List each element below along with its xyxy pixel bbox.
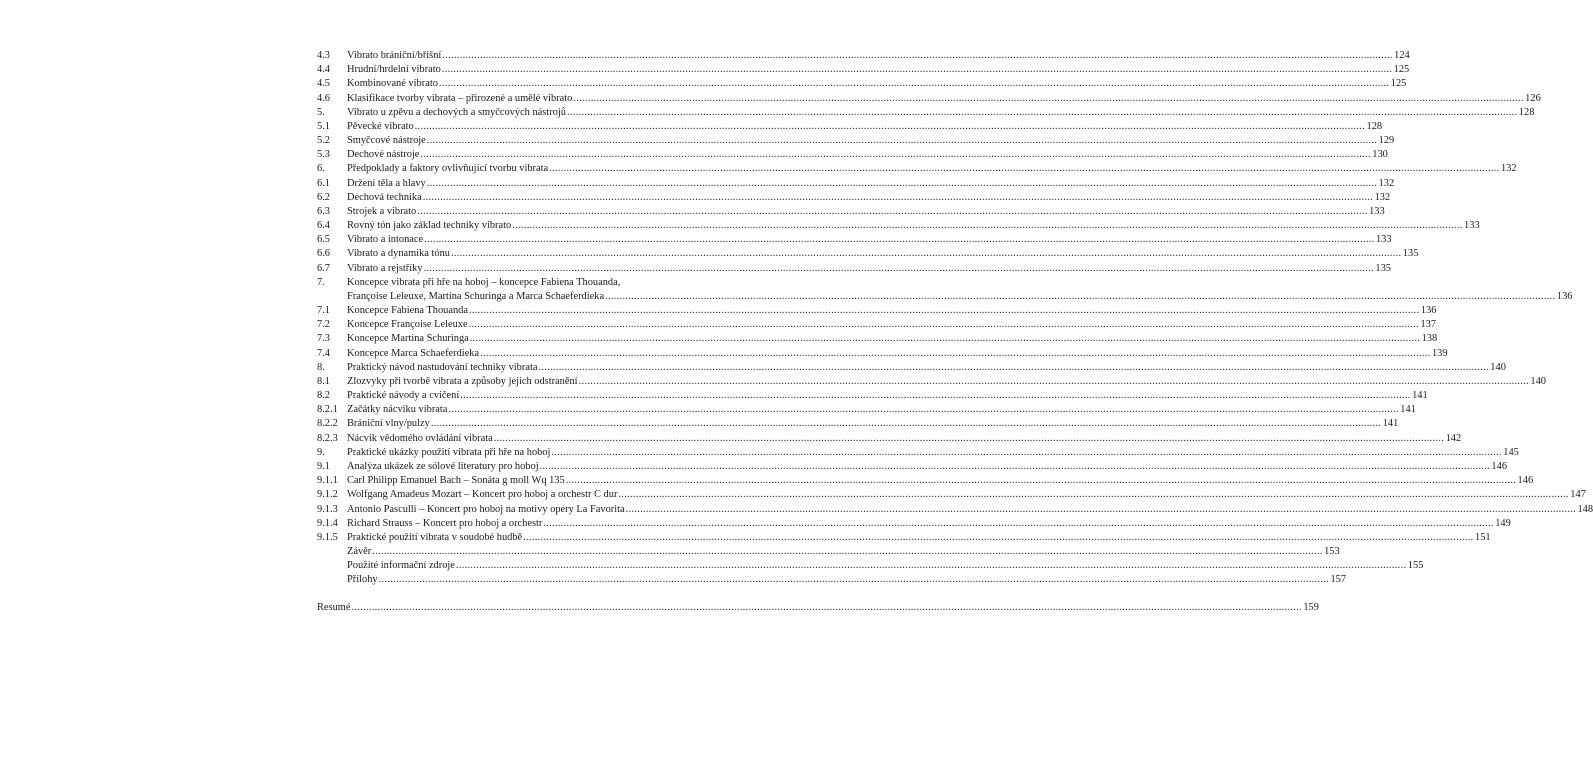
toc-leader-dots xyxy=(431,417,1381,431)
toc-entry xyxy=(317,417,1399,431)
toc-page-number: 155 xyxy=(1407,560,1424,572)
toc-title: Strojek a vibrato xyxy=(347,205,417,217)
toc-title: Françoise Leleuxe, Martina Schuringa a Marca Schaeferdieka xyxy=(347,290,605,302)
toc-leader-dots xyxy=(351,601,1301,615)
toc-page-number: 146 xyxy=(1517,475,1534,487)
toc-page-number: 142 xyxy=(1445,432,1462,444)
toc-number: 6.3 xyxy=(317,205,330,217)
toc-entry xyxy=(317,517,1511,531)
toc-page-number: 128 xyxy=(1518,106,1535,118)
toc-leader-dots xyxy=(551,446,1501,460)
toc-number: 9. xyxy=(317,446,325,458)
toc-leader-dots xyxy=(372,545,1322,559)
toc-title: Praktické použití vibrata v soudobé hudbě xyxy=(347,531,523,543)
toc-page-number: 159 xyxy=(1303,601,1319,613)
toc-title: Brániční vlny/pulzy xyxy=(347,418,430,430)
toc-leader-dots xyxy=(573,92,1523,106)
toc-entry xyxy=(317,205,1385,219)
toc-title: Koncepce Françoise Leleuxe xyxy=(347,319,468,331)
toc-entry xyxy=(317,403,1416,417)
toc-entry-resume xyxy=(317,601,1319,615)
toc-title: Praktické návody a cvičení xyxy=(347,390,460,402)
toc-title: Analýza ukázek ze sólové literatury pro hoboj xyxy=(347,460,539,472)
toc-page-number: 133 xyxy=(1375,234,1392,246)
toc-number: 4.4 xyxy=(317,64,330,76)
toc-leader-dots xyxy=(469,304,1419,318)
toc-entry xyxy=(317,318,1437,332)
toc-leader-dots xyxy=(417,205,1367,219)
toc-number: 9.1 xyxy=(317,460,330,472)
toc-entry xyxy=(317,503,1593,517)
toc-entry xyxy=(317,162,1517,176)
toc-leader-dots xyxy=(540,460,1490,474)
toc-entry xyxy=(317,262,1391,276)
toc-page-number: 128 xyxy=(1366,120,1383,132)
toc-title: Vibrato u zpěvu a dechových a smyčcových nástrojů xyxy=(347,106,566,118)
toc-entry xyxy=(317,120,1383,134)
toc-page-number: 135 xyxy=(1402,248,1419,260)
toc-leader-dots xyxy=(427,134,1377,148)
toc-title: Praktický návod nastudování techniky vibrata xyxy=(347,361,538,373)
toc-title: Vibrato a intonace xyxy=(347,234,424,246)
toc-title: Hrudní/hrdelní vibrato xyxy=(347,64,441,76)
toc-page-number: 147 xyxy=(1570,489,1586,501)
toc-page-number: 132 xyxy=(1500,163,1517,175)
toc-page-number: 153 xyxy=(1324,546,1340,558)
toc-page-number: 133 xyxy=(1369,205,1385,217)
toc-title: Vibrato brániční/břišní xyxy=(347,50,442,61)
toc-title: Klasifikace tvorby vibrata – přirozené a umělé vibrato xyxy=(347,92,573,104)
toc-number: 8.2 xyxy=(317,390,330,402)
toc-page-number: 145 xyxy=(1503,446,1519,458)
toc-page-number: 139 xyxy=(1431,347,1448,359)
toc-page-number: 141 xyxy=(1412,390,1428,402)
toc-title: Použité informační zdroje xyxy=(347,560,455,572)
toc-page-number: 132 xyxy=(1378,177,1395,189)
toc-leader-dots xyxy=(442,63,1392,77)
toc-leader-dots xyxy=(618,488,1568,502)
toc-page-number: 133 xyxy=(1464,220,1480,232)
toc-entry xyxy=(317,375,1546,389)
toc-leader-dots xyxy=(451,247,1401,261)
toc-page-number: 125 xyxy=(1390,78,1407,90)
toc-page-number: 125 xyxy=(1393,64,1410,76)
toc-title: Praktické ukázky použití vibrata při hře na hoboj xyxy=(347,446,551,458)
toc-leader-dots xyxy=(424,233,1374,247)
toc-page-number: 146 xyxy=(1491,460,1508,472)
toc-title: Vibrato a dynamika tónu xyxy=(347,248,450,260)
toc-number: 6.2 xyxy=(317,191,330,203)
toc-page-number: 132 xyxy=(1374,191,1391,203)
toc-entry xyxy=(317,559,1424,573)
toc-number: 6.6 xyxy=(317,248,330,260)
toc-page-number: 140 xyxy=(1490,361,1506,373)
toc-title: Wolfgang Amadeus Mozart – Koncert pro hoboj a orchestr C dur xyxy=(347,489,618,501)
table-of-contents xyxy=(317,49,1593,615)
toc-title: Dechová technika xyxy=(347,191,422,203)
toc-number: 7.3 xyxy=(317,333,330,345)
toc-leader-dots xyxy=(512,219,1462,233)
toc-title: Smyčcové nástroje xyxy=(347,135,426,147)
toc-entry xyxy=(317,474,1534,488)
toc-leader-dots xyxy=(567,106,1517,120)
toc-page-number: 151 xyxy=(1475,531,1491,543)
toc-leader-dots xyxy=(566,474,1516,488)
toc-leader-dots xyxy=(469,318,1419,332)
toc-entry xyxy=(317,290,1573,304)
toc-title: Zlozvyky při tvorbě vibrata a způsoby jejich odstranění xyxy=(347,375,578,387)
toc-number: 6.5 xyxy=(317,234,330,246)
toc-leader-dots xyxy=(423,191,1373,205)
toc-leader-dots xyxy=(549,162,1499,176)
toc-title: Začátky nácviku vibrata xyxy=(347,404,448,416)
toc-entry xyxy=(317,148,1388,162)
toc-number: 9.1.1 xyxy=(317,475,338,487)
toc-number: 8.2.3 xyxy=(317,432,338,444)
toc-page-number: 130 xyxy=(1372,149,1388,161)
toc-entry xyxy=(317,134,1395,148)
toc-list xyxy=(317,49,1593,588)
toc-entry xyxy=(317,219,1480,233)
toc-number: 6.7 xyxy=(317,262,330,274)
toc-title: Koncepce Marca Schaeferdieka xyxy=(347,347,480,359)
toc-leader-dots xyxy=(543,517,1493,531)
toc-entry xyxy=(317,304,1437,318)
toc-title: Rovný tón jako základ techniky vibrato xyxy=(347,220,512,232)
toc-page-number: 138 xyxy=(1421,333,1438,345)
toc-number: 7.1 xyxy=(317,305,330,317)
toc-leader-dots xyxy=(424,262,1374,276)
toc-entry xyxy=(317,545,1340,559)
toc-page-number: 126 xyxy=(1525,92,1541,104)
toc-title: Kombinované vibrato xyxy=(347,78,438,90)
toc-leader-dots xyxy=(439,77,1389,91)
toc-page-number: 141 xyxy=(1400,404,1416,416)
toc-leader-dots xyxy=(480,347,1430,361)
toc-number: 4.5 xyxy=(317,78,330,90)
toc-leader-dots xyxy=(494,432,1444,446)
toc-entry xyxy=(317,49,1410,63)
toc-page-number: 157 xyxy=(1330,574,1347,586)
toc-leader-dots xyxy=(538,361,1488,375)
toc-title: Držení těla a hlavy xyxy=(347,177,426,189)
toc-title: Pěvecké vibrato xyxy=(347,120,414,132)
toc-leader-dots xyxy=(442,49,1392,63)
toc-page-number: 141 xyxy=(1382,418,1399,430)
toc-entry xyxy=(317,446,1519,460)
toc-number: 4.3 xyxy=(317,50,330,61)
toc-entry xyxy=(317,63,1410,77)
toc-page-number: 129 xyxy=(1378,135,1395,147)
toc-title: Resumé xyxy=(317,601,351,613)
toc-leader-dots xyxy=(605,290,1555,304)
toc-title: Koncepce vibrata při hře na hoboj – koncepce Fabiena Thouanda, xyxy=(347,276,621,288)
toc-leader-dots xyxy=(427,177,1377,191)
toc-number: 9.1.5 xyxy=(317,531,338,543)
toc-leader-dots xyxy=(523,531,1473,545)
toc-entry xyxy=(317,531,1491,545)
toc-number: 8. xyxy=(317,361,325,373)
toc-title: Koncepce Fabiena Thouanda xyxy=(347,305,468,317)
toc-entry xyxy=(317,77,1407,91)
toc-title: Přílohy xyxy=(347,574,378,586)
toc-title: Předpoklady a faktory ovlivňující tvorbu vibrata xyxy=(347,163,549,175)
toc-number: 7.4 xyxy=(317,347,330,359)
toc-number: 5.2 xyxy=(317,135,330,147)
toc-number: 8.1 xyxy=(317,375,330,387)
toc-entry xyxy=(317,432,1462,446)
toc-number: 9.1.2 xyxy=(317,489,338,501)
toc-title: Dechové nástroje xyxy=(347,149,420,161)
toc-number: 7. xyxy=(317,276,325,288)
toc-number: 4.6 xyxy=(317,92,330,104)
toc-leader-dots xyxy=(420,148,1370,162)
toc-page-number: 148 xyxy=(1577,503,1593,515)
toc-leader-dots xyxy=(448,403,1398,417)
toc-entry xyxy=(317,191,1391,205)
toc-number: 6.1 xyxy=(317,177,330,189)
toc-title: Nácvik vědomého ovládání vibrata xyxy=(347,432,493,444)
toc-number: 5.3 xyxy=(317,149,330,161)
toc-entry xyxy=(317,389,1428,403)
toc-entry xyxy=(317,276,733,290)
toc-title: Antonio Pasculli – Koncert pro hoboj na motivy opery La Favorita xyxy=(347,503,625,515)
toc-number: 6.4 xyxy=(317,220,330,232)
toc-leader-dots xyxy=(460,389,1410,403)
toc-entry xyxy=(317,332,1438,346)
toc-title: Carl Philipp Emanuel Bach – Sonáta g moll Wq 135 xyxy=(347,475,565,487)
toc-number: 9.1.3 xyxy=(317,503,338,515)
toc-page-number: 135 xyxy=(1375,262,1391,274)
toc-page-number: 136 xyxy=(1556,290,1573,302)
toc-title: Koncepce Martina Schuringa xyxy=(347,333,469,345)
toc-page-number: 149 xyxy=(1495,517,1511,529)
toc-leader-dots xyxy=(456,559,1406,573)
toc-number: 8.2.1 xyxy=(317,404,338,416)
toc-number: 9.1.4 xyxy=(317,517,338,529)
toc-entry xyxy=(317,92,1541,106)
toc-entry xyxy=(317,488,1586,502)
toc-title: Vibrato a rejstříky xyxy=(347,262,423,274)
toc-leader-dots xyxy=(626,503,1576,517)
toc-page-number: 124 xyxy=(1394,50,1410,61)
toc-number: 5.1 xyxy=(317,120,330,132)
toc-leader-dots xyxy=(579,375,1529,389)
toc-page-number: 136 xyxy=(1420,305,1437,317)
toc-leader-dots xyxy=(470,332,1420,346)
toc-number: 5. xyxy=(317,106,325,118)
toc-number: 7.2 xyxy=(317,319,330,331)
toc-entry xyxy=(317,233,1392,247)
toc-entry xyxy=(317,460,1508,474)
toc-entry xyxy=(317,573,1347,587)
toc-leader-dots xyxy=(415,120,1365,134)
toc-page-number: 140 xyxy=(1530,375,1546,387)
toc-title: Richard Strauss – Koncert pro hoboj a orchestr xyxy=(347,517,543,529)
toc-page-number: 137 xyxy=(1420,319,1437,331)
toc-leader-dots xyxy=(379,573,1329,587)
toc-number: 8.2.2 xyxy=(317,418,338,430)
toc-entry xyxy=(317,347,1448,361)
toc-entry xyxy=(317,247,1419,261)
toc-entry xyxy=(317,106,1535,120)
toc-entry xyxy=(317,361,1506,375)
toc-title: Závěr xyxy=(347,546,372,558)
toc-entry xyxy=(317,177,1395,191)
toc-number: 6. xyxy=(317,163,325,175)
